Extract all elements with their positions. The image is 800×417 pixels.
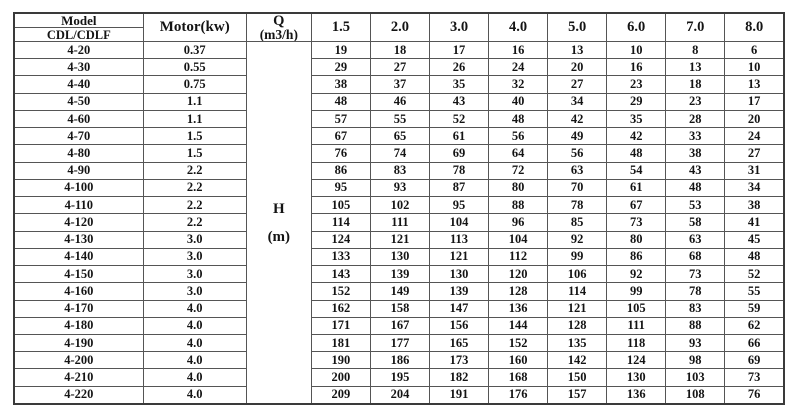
head-value-cell: 24: [489, 59, 548, 76]
head-value-cell: 48: [666, 179, 725, 196]
head-value-cell: 62: [725, 317, 784, 334]
head-value-cell: 186: [370, 352, 429, 369]
model-cell: 4-70: [14, 128, 143, 145]
head-value-cell: 64: [489, 145, 548, 162]
head-value-cell: 27: [370, 59, 429, 76]
pump-spec-table-wrap: [13, 12, 785, 405]
head-value-cell: 112: [489, 248, 548, 265]
head-unit-label: (m): [267, 228, 291, 245]
motor-power-cell: 4.0: [143, 369, 246, 386]
model-cell: 4-100: [14, 179, 143, 196]
head-value-cell: 130: [429, 266, 488, 283]
table-row: [14, 145, 784, 162]
head-value-cell: 120: [489, 266, 548, 283]
head-value-cell: 95: [311, 179, 370, 196]
head-value-cell: 28: [666, 110, 725, 127]
head-value-cell: 156: [429, 317, 488, 334]
head-value-cell: 38: [311, 76, 370, 93]
table-row: [14, 300, 784, 317]
head-value-cell: 104: [489, 231, 548, 248]
head-value-cell: 85: [548, 214, 607, 231]
head-value-cell: 57: [311, 110, 370, 127]
head-value-cell: 48: [489, 110, 548, 127]
head-value-cell: 33: [666, 128, 725, 145]
model-cell: 4-180: [14, 317, 143, 334]
flow-column-header: 2.0: [370, 13, 429, 42]
head-value-cell: 152: [489, 334, 548, 351]
flow-column-header: 7.0: [666, 13, 725, 42]
head-value-cell: 152: [311, 283, 370, 300]
head-value-cell: 147: [429, 300, 488, 317]
head-value-cell: 69: [725, 352, 784, 369]
table-row: [14, 128, 784, 145]
head-value-cell: 124: [311, 231, 370, 248]
table-row: [14, 42, 784, 59]
head-value-cell: 80: [489, 179, 548, 196]
head-value-cell: 83: [370, 162, 429, 179]
motor-power-cell: 2.2: [143, 197, 246, 214]
head-value-cell: 181: [311, 334, 370, 351]
head-value-cell: 31: [725, 162, 784, 179]
head-value-cell: 93: [666, 334, 725, 351]
head-value-cell: 124: [607, 352, 666, 369]
head-value-cell: 182: [429, 369, 488, 386]
head-value-cell: 88: [666, 317, 725, 334]
head-value-cell: 53: [666, 197, 725, 214]
model-cell: 4-210: [14, 369, 143, 386]
head-value-cell: 165: [429, 334, 488, 351]
head-value-cell: 158: [370, 300, 429, 317]
head-value-cell: 195: [370, 369, 429, 386]
head-value-cell: 121: [429, 248, 488, 265]
motor-power-cell: 1.5: [143, 145, 246, 162]
table-row: [14, 317, 784, 334]
head-value-cell: 17: [429, 42, 488, 59]
model-cell: 4-30: [14, 59, 143, 76]
head-value-cell: 42: [548, 110, 607, 127]
motor-power-cell: 4.0: [143, 386, 246, 404]
head-value-cell: 92: [607, 266, 666, 283]
head-value-cell: 13: [725, 76, 784, 93]
head-value-cell: 204: [370, 386, 429, 404]
motor-power-cell: 2.2: [143, 179, 246, 196]
head-value-cell: 177: [370, 334, 429, 351]
motor-power-cell: 3.0: [143, 266, 246, 283]
head-value-cell: 26: [429, 59, 488, 76]
model-cell: 4-190: [14, 334, 143, 351]
model-cell: 4-80: [14, 145, 143, 162]
head-value-cell: 32: [489, 76, 548, 93]
model-cell: 4-110: [14, 197, 143, 214]
header-row-top: [14, 13, 784, 28]
head-value-cell: 176: [489, 386, 548, 404]
motor-header-cell: Motor(kw): [143, 13, 246, 42]
head-value-cell: 18: [666, 76, 725, 93]
model-cell: 4-50: [14, 93, 143, 110]
flow-column-header: 6.0: [607, 13, 666, 42]
table-header: [14, 13, 784, 42]
head-value-cell: 17: [725, 93, 784, 110]
head-value-cell: 10: [607, 42, 666, 59]
head-value-cell: 121: [548, 300, 607, 317]
head-value-cell: 121: [370, 231, 429, 248]
head-value-cell: 16: [607, 59, 666, 76]
head-value-cell: 191: [429, 386, 488, 404]
head-value-cell: 56: [489, 128, 548, 145]
flow-header-cell: [246, 13, 311, 42]
head-value-cell: 38: [666, 145, 725, 162]
head-value-cell: 133: [311, 248, 370, 265]
flow-symbol-label: Q: [273, 13, 285, 29]
head-value-cell: 135: [548, 334, 607, 351]
head-value-cell: 78: [548, 197, 607, 214]
head-value-cell: 76: [725, 386, 784, 404]
head-value-cell: 139: [429, 283, 488, 300]
head-value-cell: 66: [725, 334, 784, 351]
head-unit-cell: [246, 42, 311, 405]
head-value-cell: 87: [429, 179, 488, 196]
head-value-cell: 55: [370, 110, 429, 127]
head-value-cell: 29: [607, 93, 666, 110]
head-value-cell: 143: [311, 266, 370, 283]
head-value-cell: 98: [666, 352, 725, 369]
model-cell: 4-220: [14, 386, 143, 404]
head-value-cell: 24: [725, 128, 784, 145]
model-cell: 4-40: [14, 76, 143, 93]
head-value-cell: 150: [548, 369, 607, 386]
head-value-cell: 103: [666, 369, 725, 386]
head-value-cell: 111: [370, 214, 429, 231]
table-row: [14, 197, 784, 214]
flow-column-header: 8.0: [725, 13, 784, 42]
head-value-cell: 40: [489, 93, 548, 110]
head-value-cell: 80: [607, 231, 666, 248]
head-value-cell: 41: [725, 214, 784, 231]
table-row: [14, 334, 784, 351]
motor-power-cell: 2.2: [143, 214, 246, 231]
head-value-cell: 209: [311, 386, 370, 404]
flow-column-header: 3.0: [429, 13, 488, 42]
head-value-cell: 142: [548, 352, 607, 369]
head-value-cell: 8: [666, 42, 725, 59]
head-value-cell: 68: [666, 248, 725, 265]
table-row: [14, 231, 784, 248]
head-value-cell: 23: [607, 76, 666, 93]
table-row: [14, 283, 784, 300]
head-symbol-label: H: [272, 200, 285, 217]
head-value-cell: 43: [666, 162, 725, 179]
head-value-cell: 168: [489, 369, 548, 386]
head-value-cell: 92: [548, 231, 607, 248]
head-value-cell: 86: [607, 248, 666, 265]
head-value-cell: 200: [311, 369, 370, 386]
model-cell: 4-60: [14, 110, 143, 127]
table-row: [14, 386, 784, 404]
head-value-cell: 72: [489, 162, 548, 179]
head-value-cell: 139: [370, 266, 429, 283]
head-value-cell: 55: [725, 283, 784, 300]
flow-unit-label: (m3/h): [259, 26, 298, 42]
head-value-cell: 86: [311, 162, 370, 179]
head-value-cell: 111: [607, 317, 666, 334]
head-value-cell: 27: [548, 76, 607, 93]
motor-power-cell: 0.37: [143, 42, 246, 59]
head-value-cell: 45: [725, 231, 784, 248]
head-value-cell: 105: [311, 197, 370, 214]
head-value-cell: 42: [607, 128, 666, 145]
head-value-cell: 113: [429, 231, 488, 248]
head-value-cell: 173: [429, 352, 488, 369]
table-row: [14, 76, 784, 93]
head-value-cell: 78: [666, 283, 725, 300]
head-value-cell: 106: [548, 266, 607, 283]
head-value-cell: 13: [548, 42, 607, 59]
head-value-cell: 70: [548, 179, 607, 196]
motor-power-cell: 0.55: [143, 59, 246, 76]
motor-power-cell: 0.75: [143, 76, 246, 93]
head-value-cell: 93: [370, 179, 429, 196]
head-value-cell: 20: [725, 110, 784, 127]
model-cell: 4-160: [14, 283, 143, 300]
head-value-cell: 73: [666, 266, 725, 283]
head-value-cell: 128: [489, 283, 548, 300]
model-cell: 4-200: [14, 352, 143, 369]
model-cell: 4-130: [14, 231, 143, 248]
head-value-cell: 49: [548, 128, 607, 145]
head-value-cell: 74: [370, 145, 429, 162]
head-value-cell: 13: [666, 59, 725, 76]
table-row: [14, 214, 784, 231]
head-value-cell: 54: [607, 162, 666, 179]
head-value-cell: 73: [607, 214, 666, 231]
pump-spec-table: [13, 12, 785, 405]
head-value-cell: 69: [429, 145, 488, 162]
table-body: [14, 42, 784, 405]
head-value-cell: 118: [607, 334, 666, 351]
head-value-cell: 34: [548, 93, 607, 110]
head-value-cell: 157: [548, 386, 607, 404]
head-value-cell: 144: [489, 317, 548, 334]
table-row: [14, 248, 784, 265]
motor-power-cell: 1.5: [143, 128, 246, 145]
head-value-cell: 38: [725, 197, 784, 214]
head-value-cell: 102: [370, 197, 429, 214]
head-value-cell: 35: [607, 110, 666, 127]
table-row: [14, 352, 784, 369]
head-value-cell: 35: [429, 76, 488, 93]
head-value-cell: 104: [429, 214, 488, 231]
head-value-cell: 63: [666, 231, 725, 248]
head-value-cell: 63: [548, 162, 607, 179]
head-value-cell: 114: [311, 214, 370, 231]
model-series-header-cell: CDL/CDLF: [14, 28, 143, 42]
model-cell: 4-90: [14, 162, 143, 179]
head-value-cell: 6: [725, 42, 784, 59]
table-row: [14, 93, 784, 110]
head-value-cell: 88: [489, 197, 548, 214]
head-value-cell: 34: [725, 179, 784, 196]
model-cell: 4-150: [14, 266, 143, 283]
head-value-cell: 27: [725, 145, 784, 162]
head-value-cell: 52: [725, 266, 784, 283]
head-value-cell: 149: [370, 283, 429, 300]
head-value-cell: 96: [489, 214, 548, 231]
head-value-cell: 136: [489, 300, 548, 317]
head-value-cell: 18: [370, 42, 429, 59]
head-value-cell: 171: [311, 317, 370, 334]
motor-power-cell: 4.0: [143, 352, 246, 369]
head-value-cell: 128: [548, 317, 607, 334]
head-value-cell: 56: [548, 145, 607, 162]
head-value-cell: 99: [548, 248, 607, 265]
head-value-cell: 130: [370, 248, 429, 265]
motor-power-cell: 3.0: [143, 231, 246, 248]
head-value-cell: 16: [489, 42, 548, 59]
flow-column-header: 1.5: [311, 13, 370, 42]
head-value-cell: 114: [548, 283, 607, 300]
table-row: [14, 266, 784, 283]
head-value-cell: 108: [666, 386, 725, 404]
motor-power-cell: 3.0: [143, 283, 246, 300]
motor-power-cell: 4.0: [143, 300, 246, 317]
table-row: [14, 110, 784, 127]
head-value-cell: 73: [725, 369, 784, 386]
head-value-cell: 61: [607, 179, 666, 196]
flow-column-header: 4.0: [489, 13, 548, 42]
head-value-cell: 167: [370, 317, 429, 334]
motor-power-cell: 2.2: [143, 162, 246, 179]
head-value-cell: 65: [370, 128, 429, 145]
head-value-cell: 78: [429, 162, 488, 179]
head-value-cell: 105: [607, 300, 666, 317]
motor-power-cell: 3.0: [143, 248, 246, 265]
head-value-cell: 48: [311, 93, 370, 110]
head-value-cell: 20: [548, 59, 607, 76]
head-value-cell: 83: [666, 300, 725, 317]
table-row: [14, 162, 784, 179]
head-value-cell: 99: [607, 283, 666, 300]
head-value-cell: 76: [311, 145, 370, 162]
model-cell: 4-120: [14, 214, 143, 231]
head-value-cell: 37: [370, 76, 429, 93]
model-cell: 4-170: [14, 300, 143, 317]
table-row: [14, 179, 784, 196]
head-value-cell: 48: [725, 248, 784, 265]
table-row: [14, 369, 784, 386]
head-value-cell: 59: [725, 300, 784, 317]
head-value-cell: 29: [311, 59, 370, 76]
model-cell: 4-140: [14, 248, 143, 265]
head-value-cell: 160: [489, 352, 548, 369]
head-value-cell: 10: [725, 59, 784, 76]
motor-power-cell: 4.0: [143, 317, 246, 334]
motor-power-cell: 1.1: [143, 110, 246, 127]
head-value-cell: 52: [429, 110, 488, 127]
head-value-cell: 162: [311, 300, 370, 317]
head-value-cell: 67: [311, 128, 370, 145]
head-value-cell: 61: [429, 128, 488, 145]
head-value-cell: 136: [607, 386, 666, 404]
head-value-cell: 67: [607, 197, 666, 214]
motor-power-cell: 4.0: [143, 334, 246, 351]
motor-power-cell: 1.1: [143, 93, 246, 110]
head-value-cell: 190: [311, 352, 370, 369]
flow-column-header: 5.0: [548, 13, 607, 42]
head-value-cell: 46: [370, 93, 429, 110]
head-value-cell: 48: [607, 145, 666, 162]
head-value-cell: 95: [429, 197, 488, 214]
head-value-cell: 43: [429, 93, 488, 110]
table-row: [14, 59, 784, 76]
head-value-cell: 23: [666, 93, 725, 110]
model-cell: 4-20: [14, 42, 143, 59]
head-value-cell: 19: [311, 42, 370, 59]
model-header-cell: Model: [14, 13, 143, 28]
head-value-cell: 130: [607, 369, 666, 386]
head-value-cell: 58: [666, 214, 725, 231]
